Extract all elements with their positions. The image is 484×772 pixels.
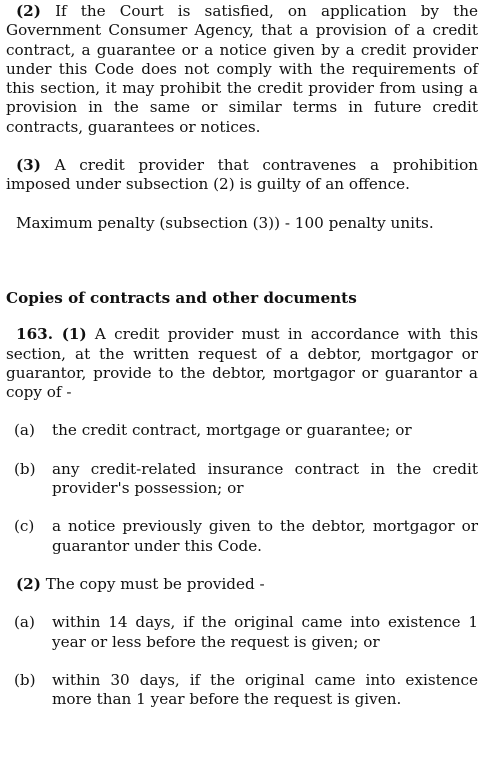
item-label: (a) [14,421,35,440]
subsection-number: (3) [16,156,41,175]
subsection-text: The copy must be provided - [45,574,265,593]
item-text: within 30 days, if the original came into existence more than 1 year before the request is given. [52,670,478,709]
item-text: a notice previously given to the debtor, mortgagor or guarantor under this Code. [52,517,478,555]
section-163-1 [6,325,478,402]
subsection-number: (2) [16,574,41,593]
subsection-number: (2) [16,2,41,20]
item-label: (a) [14,613,35,632]
list-item [6,671,478,710]
item-label: (b) [14,670,36,689]
subsection-text: If the Court is satisfied, on application by the Government Consumer Agency, that a provision of a credit contract, a guarantee or a notice given by a credit provider under this Code does not comply with the requirements of this section, it may prohibit the credit provider from using a provision in the same or similar terms in future credit contracts, guarantees or notices. [6,2,478,136]
section-text: A credit provider must in accordance with this section, at the written request of a debtor, mortgagor or guarantor, provide to the debtor, mortgagor or guarantor a copy of - [6,325,479,402]
subsection-3 [6,156,478,195]
item-label: (c) [14,517,35,536]
list-item [6,517,478,556]
list-item [6,421,478,440]
subsection-text: A credit provider that contravenes a prohibition imposed under subsection (2) is guilty of an offence. [6,156,478,194]
item-text: any credit-related insurance contract in the credit provider's possession; or [52,459,478,498]
section-heading: Copies of contracts and other documents [6,288,357,307]
list-item [6,460,478,499]
subsection-2 [6,2,478,137]
item-text: the credit contract, mortgage or guarantee; or [52,421,412,440]
penalty-line: Maximum penalty (subsection (3)) - 100 penalty units. [16,213,434,232]
list-item [6,613,478,652]
section-163-2 [6,575,478,594]
section-number: 163. (1) [16,325,87,344]
item-label: (b) [14,459,36,478]
item-text: within 14 days, if the original came into existence 1 year or less before the request is given; or [52,613,478,651]
